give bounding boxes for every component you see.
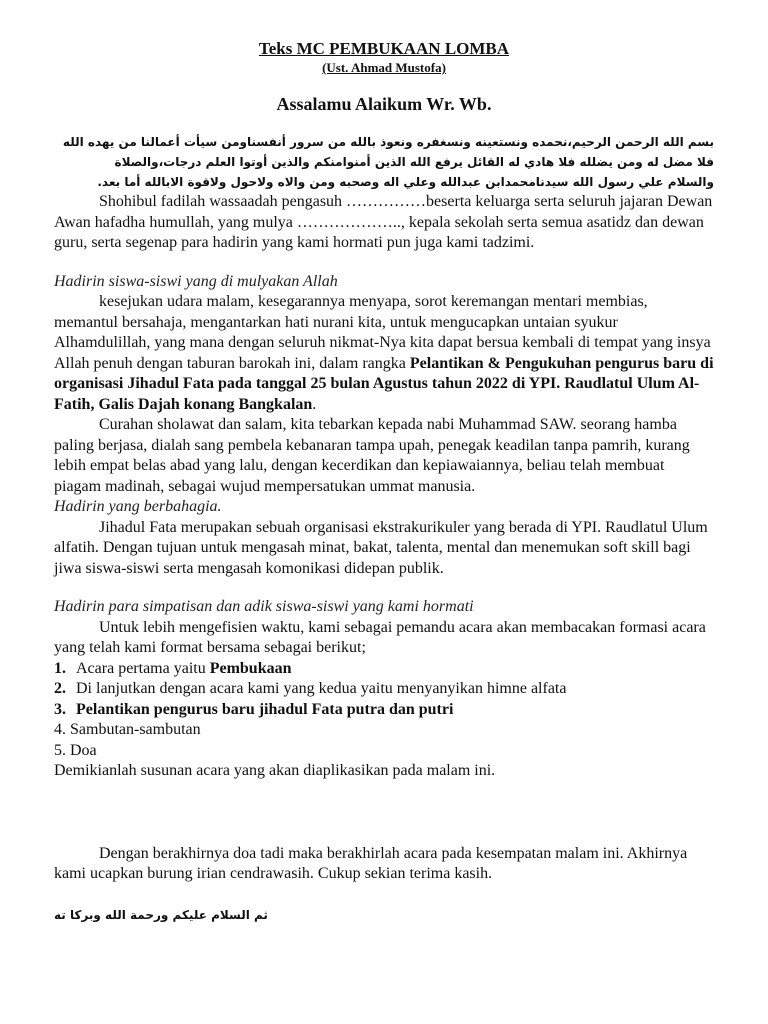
closing-paragraph: Dengan berakhirnya doa tadi maka berakhirlah acara pada kesempatan malam ini. Akhirnya kami ucapkan burung irian cendrawasih. Cukup sekian terima kasih. — [54, 844, 688, 882]
arabic-closing-text: ثم السلام عليكم ورحمة الله وبركا ته — [54, 907, 268, 922]
section-heading: Hadirin para simpatisan dan adik siswa-siswi yang kami hormati — [54, 598, 474, 615]
arabic-closing-greeting — [54, 905, 714, 925]
arabic-line: والسلام علي رسول الله سيدنامحمدابن عبدالله وعلي اله وصحبه ومن والاه ولاحول ولاقوة الابالله أما بعد. — [97, 175, 714, 189]
paragraph-agenda-intro: Untuk lebih mengefisien waktu, kami sebagai pemandu acara akan membacakan formasi acara yang telah kami format bersama sebagai berikut; — [54, 618, 706, 656]
agenda-bold-text: Pelantikan pengurus baru jihadul Fata putra dan putri — [76, 700, 454, 718]
section-heading: Hadirin yang berbahagia. — [54, 498, 222, 515]
agenda-number: 3. — [54, 700, 66, 718]
arabic-line: بسم الله الرحمن الرحيم،نحمده ونستعينه ونسغفره ونعوذ بالله من سرور أنفسناومن سيأت أعمالنا من يهده الله — [62, 135, 714, 149]
document-author: (Ust. Ahmad Mustofa) — [322, 60, 446, 75]
agenda-item — [54, 659, 714, 680]
arabic-line: فلا مضل له ومن يضلله فلا هادي له القائل يرفع الله الذين أمنوامنكم والذين أوتوا العلم درجات،والصلاة — [114, 155, 714, 169]
section-heading: Hadirin siswa-siswi yang di mulyakan Allah — [54, 272, 338, 290]
intro-paragraph: Shohibul fadilah wassaadah pengasuh ……………beserta keluarga serta seluruh jajaran Dewan Awan hafadha humullah, yang mulya ……………….., kepala sekolah serta semua asatidz dan dewan guru, serta segenap para hadirin yang kami hormati pun juga kami tadzimi. — [54, 193, 713, 251]
arabic-opening-prayer — [54, 132, 714, 192]
paragraph-gratitude — [54, 292, 714, 415]
agenda-number: 5. — [54, 741, 66, 759]
paragraph-sholawat: Curahan sholawat dan salam, kita tebarkan kepada nabi Muhammad SAW. seorang hamba paling berjasa, dialah sang pembela kebanaran tampa upah, penegak keadilan tanpa pamrih, kurang lebih empat belas abad yang lalu, dengan kecerdikan dan kepiawaiannya, beliau telah membuat piagam madinah, sebagai wujud mempersatukan ummat manusia. — [54, 416, 690, 495]
agenda-text: Di lanjutkan dengan acara kami yang kedua yaitu menyanyikan himne alfata — [76, 680, 567, 697]
agenda-item — [54, 720, 714, 741]
paragraph-organization: Jihadul Fata merupakan sebuah organisasi ekstrakurikuler yang berada di YPI. Raudlatul Ulum alfatih. Dengan tujuan untuk mengasah minat, bakat, talenta, mental dan menemukan soft skill bagi jiwa siswa-siswi serta mengasah komonikasi didepan publik. — [54, 518, 708, 577]
agenda-number: 4. — [54, 721, 66, 738]
agenda-list — [54, 659, 714, 762]
agenda-text: Acara pertama yaitu — [76, 659, 210, 677]
document-title: Teks MC PEMBUKAAN LOMBA — [258, 39, 510, 58]
agenda-item — [54, 700, 714, 721]
agenda-text: Sambutan-sambutan — [70, 721, 201, 738]
agenda-text: Doa — [70, 741, 97, 759]
agenda-item — [54, 679, 714, 700]
agenda-bold-text: Pembukaan — [209, 659, 292, 677]
agenda-number: 1. — [54, 659, 66, 677]
agenda-number: 2. — [54, 680, 66, 697]
opening-greeting: Assalamu Alaikum Wr. Wb. — [276, 94, 492, 114]
agenda-closing: Demikianlah susunan acara yang akan diaplikasikan pada malam ini. — [54, 762, 496, 779]
agenda-item — [54, 741, 714, 762]
paragraph-text: kesejukan udara malam, kesegarannya menyapa, sorot keremangan mentari membias, memantul bersahaja, mengantarkan hati nurani kita, untuk mengucapkan untaian syukur Alhamdulillah, yang mana dengan seluruh nikmat-Nya kita dapat bersua kembali di tempat yang insya Allah penuh dengan taburan barokah ini, dalam rangka — [54, 293, 711, 372]
event-highlight: Pelantikan & Pengukuhan pengurus baru di organisasi Jihadul Fata pada tanggal 25 bulan Agustus tahun 2022 di YPI. Raudlatul Ulum Al-Fatih, Galis Dajah konang Bangkalan — [54, 354, 714, 413]
paragraph-text: . — [312, 395, 317, 413]
